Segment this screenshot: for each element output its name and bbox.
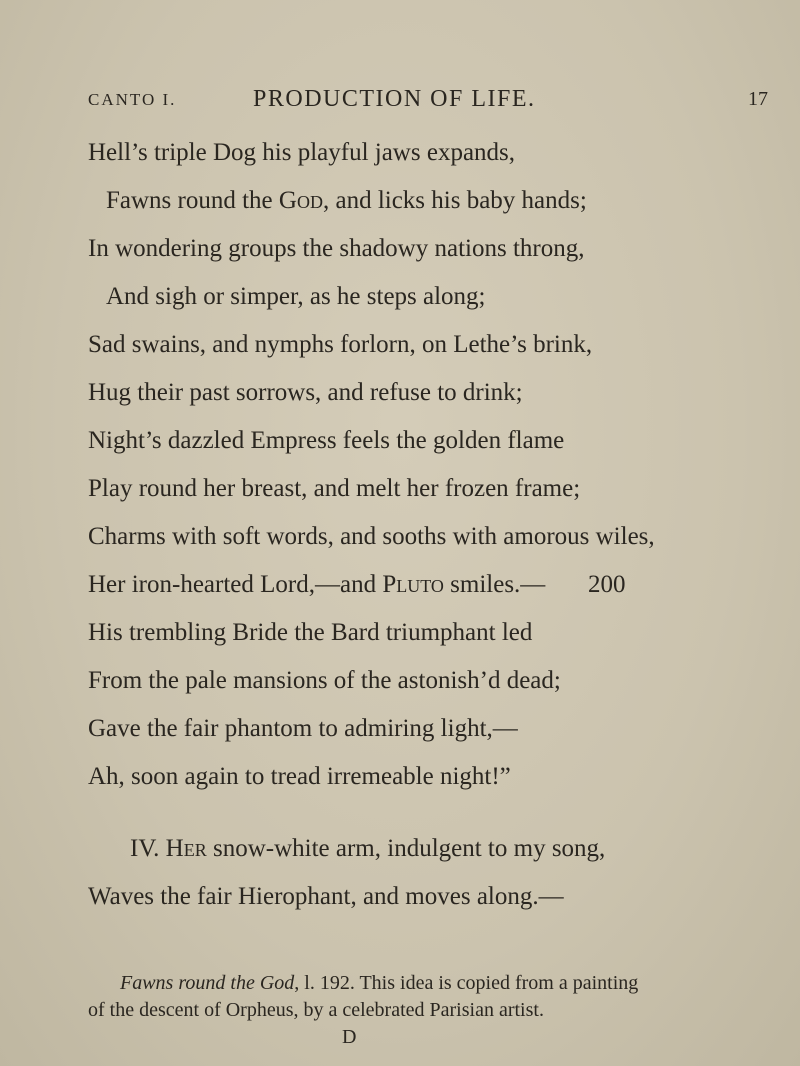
verse-line: IV. Her snow-white arm, indulgent to my song, xyxy=(130,835,606,862)
running-head xyxy=(88,86,768,116)
verse-line: Ah, soon again to tread irremeable night!” xyxy=(88,763,511,790)
verse-line: Gave the fair phantom to admiring light,— xyxy=(88,715,518,742)
canto-label: CANTO I. xyxy=(88,90,177,109)
signature-mark: D xyxy=(342,1026,357,1048)
page-title: PRODUCTION OF LIFE. xyxy=(253,86,536,112)
page-number: 17 xyxy=(748,88,768,110)
verse-line: Charms with soft words, and sooths with amorous wiles, xyxy=(88,523,655,550)
verse-line: Sad swains, and nymphs forlorn, on Lethe’s brink, xyxy=(88,331,593,358)
verse-line: Waves the fair Hierophant, and moves along.— xyxy=(88,883,564,910)
verse-line: Her iron-hearted Lord,—and Pluto smiles.— xyxy=(88,571,546,598)
verse-line: Play round her breast, and melt her frozen frame; xyxy=(88,475,581,502)
verse-line: Hug their past sorrows, and refuse to drink; xyxy=(88,379,523,406)
verse-line: Fawns round the God, and licks his baby hands; xyxy=(106,187,587,214)
verse-line: In wondering groups the shadowy nations throng, xyxy=(88,235,585,262)
verse-line: From the pale mansions of the astonish’d dead; xyxy=(88,667,561,694)
line-number: 200 xyxy=(588,571,626,598)
verse-line: And sigh or simper, as he steps along; xyxy=(106,283,486,310)
verse-line: Night’s dazzled Empress feels the golden flame xyxy=(88,427,565,454)
verse-line: His trembling Bride the Bard triumphant led xyxy=(88,619,533,646)
footnote: Fawns round the God, l. 192. This idea is copied from a painting of the descent of Orpheus, by a celebrated Parisian artist. xyxy=(88,972,639,1021)
verse-line: Hell’s triple Dog his playful jaws expands, xyxy=(88,139,516,166)
